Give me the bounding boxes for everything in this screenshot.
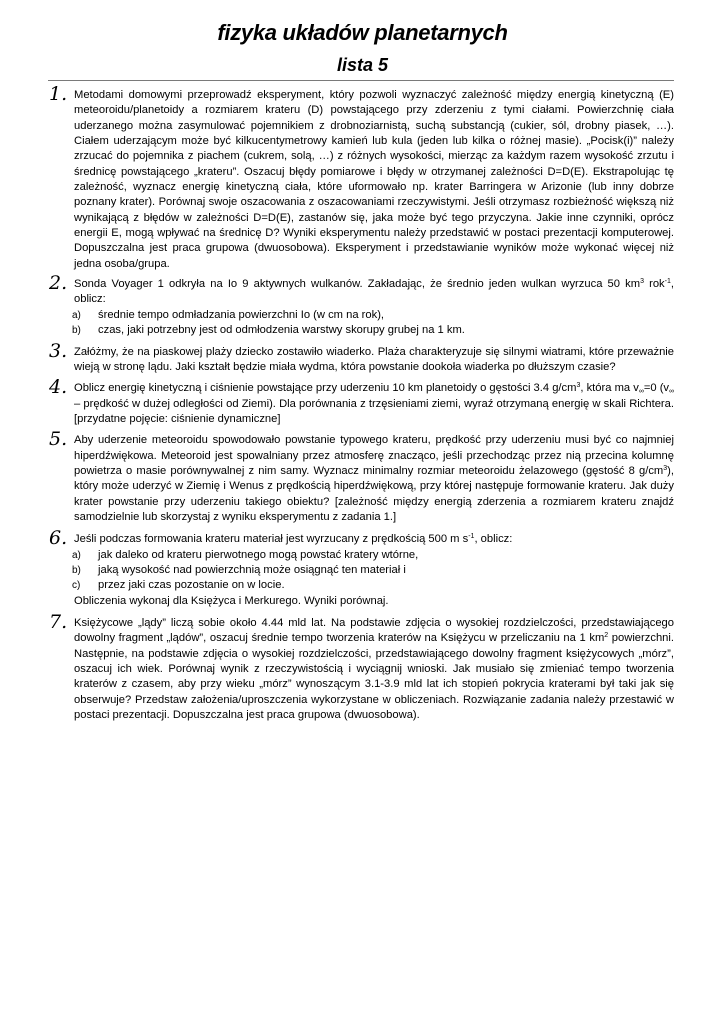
task-number: 1.: [49, 83, 68, 105]
task-note: Obliczenia wykonaj dla Księżyca i Merkurego. Wyniki porównaj.: [74, 594, 389, 607]
subtask-label: b): [72, 564, 81, 576]
subtask-label: b): [72, 325, 81, 337]
task-4: [48, 376, 675, 427]
subtask-b: [72, 323, 674, 338]
subtask-label: a): [72, 549, 81, 561]
task-number: 6.: [49, 527, 68, 550]
task-number: 2.: [49, 272, 68, 295]
task-7: [48, 611, 674, 723]
task-number: 5.: [49, 428, 68, 451]
task-text: Sonda Voyager 1 odkryła na Io 9 aktywnych wulkanów. Zakładając, że średnio jeden wulkan wyrzuca 50 $km^3$ rok$^{-1}$, oblicz:: [74, 278, 674, 306]
subtask-label: a): [72, 309, 81, 321]
subtask-label: c): [72, 580, 81, 592]
task-1: [48, 83, 674, 272]
header-divider: [48, 80, 674, 81]
subtask-text: jak daleko od krateru pierwotnego mogą powstać kratery wtórne,: [98, 548, 419, 561]
document-title: fizyka układów planetarnych: [217, 20, 508, 45]
subtask-text: jaką wysokość nad powierzchnią może osiągnąć ten materiał i: [98, 563, 406, 576]
task-text: Oblicz energię kinetyczną i ciśnienie powstające przy uderzeniu 10 km planetoidy o gęstości 3.4 $g/cm^3$, która ma $v_\infty=0$ ($v_\infty$ – prędkość w dużej odległości od Ziemi). Dla porównania z trzęsieniami ziemi, wyraź otrzymaną energię w skali Richtera. [przydatne pojęcie: ciśnienie dynamiczne]: [74, 382, 675, 425]
task-number: 3.: [49, 339, 68, 362]
subtask-text: przez jaki czas pozostanie on w locie.: [98, 579, 285, 592]
task-list: [48, 83, 675, 723]
task-2: [48, 272, 674, 338]
task-text: Jeśli podczas formowania krateru materiał jest wyrzucany z prędkością 500 m $s^{-1}$, oblicz:: [74, 533, 513, 546]
task-text: Metodami domowymi przeprowadź eksperyment, który pozwoli wyznaczyć zależność między energią kinetyczną (E) meteoroidu/planetoidy a rozmiarem krateru (D) powstającego przy zderzeniu z tymi ciałami. Powierzchnię ciała uderzanego można zasymulować pojemnikiem z drobnoziarnistą, suchą substancją (cukier, sól, drobny piasek, …). Ciałem uderzającym może być kilkucentymetrowy kamień lub kula (jeden lub kilka o różnej masie). „Pocisk(i)” należy zrzucać do pojemnika z piachem (cukrem, solą, …) z różnych wysokości, mierząc za każdym razem wysokość zrzutu i średnicę powstającego „krateru”. Oszacuj błędy pomiarowe i błędy w otrzymanej zależności D=D(E). Ekstrapolując tę zależność, wyznacz energię kinetyczną ciała, które uformowało np. krater Barringera w Arizonie (lub inny dobrze poznany krater). Porównaj swoje oszacowania z oszacowaniami rzeczywistymi. Jeśli otrzymasz rozbieżność większą niż wynikającą z błędów w zależności D=D(E), zastanów się, jaka może być tego przyczyna. Jakie inne czynniki, oprócz energii E, mogą wpływać na średnicę D? Wyniki eksperymentu należy przedstawić w postaci prezentacji komputerowej. Dopuszczalna jest praca grupowa (dwuosobowa). Eksperyment i przedstawianie wyników może wykonać więcej niż jedna osoba/grupa.: [74, 89, 674, 270]
task-number: 7.: [49, 611, 68, 633]
subtask-text: średnie tempo odmładzania powierzchni Io (w cm na rok),: [98, 308, 385, 321]
task-6: [48, 527, 674, 609]
task-5: [48, 428, 674, 525]
task-3: [48, 339, 674, 376]
task-number: 4.: [49, 376, 68, 399]
task-text: Załóżmy, że na piaskowej plaży dziecko zostawiło wiaderko. Plaża charakteryzuje się silnymi wiatrami, które przeważnie wieją w stronę lądu. Jaki kształt będzie miała wydma, która powstanie dookoła wiaderka po dłuższym czasie?: [74, 345, 674, 373]
task-text: Księżycowe „lądy” liczą sobie około 4.44 mld lat. Na podstawie zdjęcia o wysokiej rozdzielczości, przedstawiającego dowolny fragment „lądów”, oszacuj średnie tempo tworzenia kraterów na Księżycu w przeliczaniu na 1 $km^2$ powierzchni. Następnie, na podstawie zdjęcia o wysokiej rozdzielczości, przedstawiającego dowolny fragment księżycowych „mórz”, oszacuj ich wiek. Porównaj wynik z rzeczywistością i wyciągnij wnioski. Jak musiało się zmieniać tempo tworzenia kraterów z czasem, aby przy wieku „mórz” wynoszącym 3.1-3.9 mld lat ich stopień pokrycia kraterami był taki jak się obserwuje? Przedstaw założenia/uproszczenia wykorzystane w obliczeniach. Rozwiązanie zadania należy przestawić w postaci prezentacji. Dopuszczalna jest praca grupowa (dwuosobowa).: [74, 617, 674, 722]
subtask-text: czas, jaki potrzebny jest od odmłodzenia warstwy skorupy grubej na 1 km.: [98, 324, 465, 337]
document-subtitle: lista 5: [336, 55, 389, 75]
subtask-a: [72, 308, 674, 323]
task-text: Aby uderzenie meteoroidu spowodowało powstanie typowego krateru, prędkość przy uderzeniu musi być co najmniej hiperdźwiękowa. Meteoroid jest spowalniany przez atmosferę znacząco, jeśli przechodząc przez nią przecina kolumnę powietrza o masie porównywalnej z nim samy. Wyznacz minimalny rozmiar meteoroidu żelazowego (gęstość 8 $g/cm^3$), który może uderzyć w Ziemię i Wenus z prędkością hiperdźwiękową, przy której następuje formowanie krateru. Jak duży krater powstanie przy uderzeniu takiego obiektu? [zależność między energią zderzenia a rozmiarem krateru znajdź samodzielnie lub skorzystaj z wyniku eksperymentu z zadania 1.]: [74, 434, 674, 523]
subtask-a: [72, 548, 674, 563]
subtask-b: [72, 563, 674, 578]
subtask-c: [72, 578, 674, 593]
